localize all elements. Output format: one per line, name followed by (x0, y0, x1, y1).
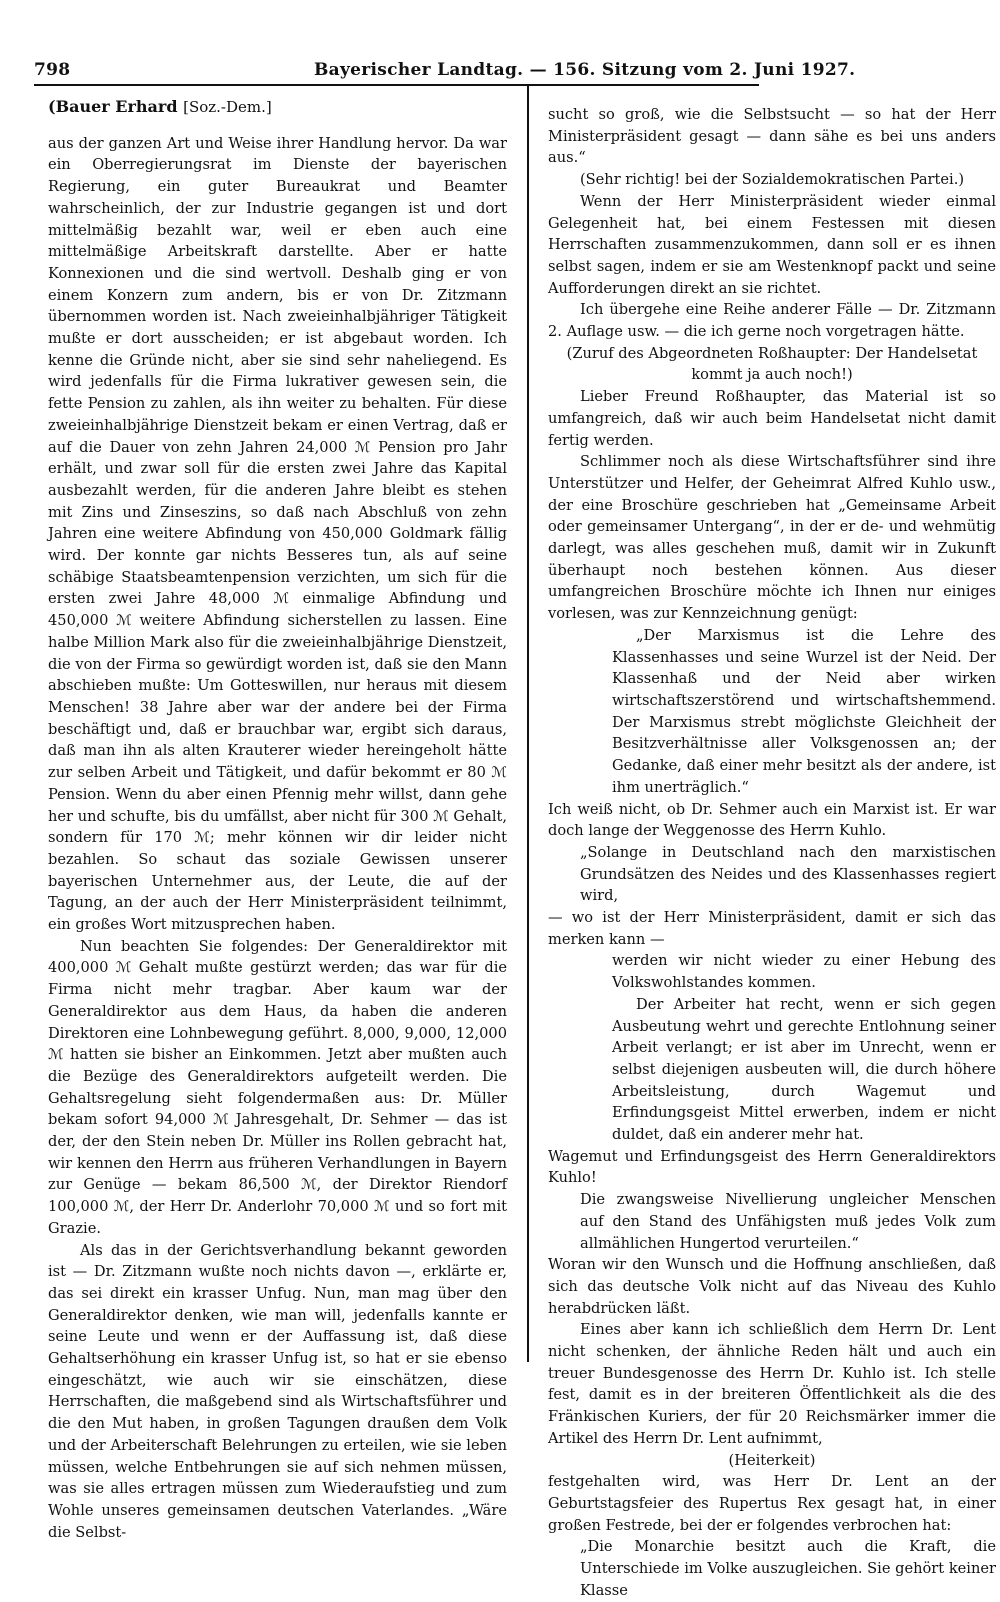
paragraph: Wagemut und Erfindungsgeist des Herrn Generaldirektors Kuhlo! (548, 1147, 996, 1187)
paragraph: Ich weiß nicht, ob Dr. Sehmer auch ein Marxist ist. Er war doch lange der Weggenosse des Herrn Kuhlo. (548, 800, 996, 840)
paragraph: aus der ganzen Art und Weise ihrer Handlung hervor. Da war ein Oberregierungsrat im Dienste der bayerischen Regierung, ein guter Bureaukrat und Beamter wahrscheinlich, der zur Industrie gegangen ist und dort mittelmäßig bezahlt war, weil er eben auch eine mittelmäßige Arbeitskraft darstellte. Aber er hatte Konnexionen und die sind wertvoll. Deshalb ging er von einem Konzern zum andern, bis er von Dr. Zitzmann übernommen worden ist. Nach zweieinhalbjähriger Tätigkeit mußte er dort ausscheiden; er ist abgebaut worden. Ich kenne die Gründe nicht, aber sie sind sehr naheliegend. Es wird jedenfalls für die Firma lukrativer gewesen sein, die fette Pension zu zahlen, als ihn weiter zu behalten. Für diese zweieinhalbjährige Dienstzeit bekam er einen Vertrag, daß er auf die Dauer von zehn Jahren 24,000 ℳ Pension pro Jahr erhält, und zwar soll für die ersten zwei Jahre das Kapital ausbezahlt werden, für die anderen Jahre bleibt es stehen mit Zins und Zinseszins, so daß nach Abschluß von zehn Jahren eine weitere Abfindung von 450,000 Goldmark fällig wird. Der konnte gar nichts Besseres tun, als auf seine schäbige Staatsbeamtenpension verzichten, um sich für die ersten zwei Jahre 48,000 ℳ einmalige Abfindung und 450,000 ℳ weitere Abfindung sicherstellen zu lassen. Eine halbe Million Mark also für die zweieinhalbjährige Dienstzeit, die von der Firma so gewürdigt worden ist, daß sie den Mann abschieben mußte: Um Gotteswillen, nur heraus mit diesem Menschen! 38 Jahre aber war der andere bei der Firma beschäftigt und, daß er brauchbar war, ergibt sich daraus, daß man ihn als alten Krauterer wieder hereingeholt hätte zur selben Arbeit und Tätigkeit, und dafür bekommt er 80 ℳ Pension. Wenn du aber einen Pfennig mehr willst, dann gehe her und schufte, bis du umfällst, aber nicht für 300 ℳ Gehalt, sondern für 170 ℳ; mehr können wir dir leider nicht bezahlen. So schaut das soziale Gewissen unserer bayerischen Unternehmer aus, der Leute, die auf der Tagung, an der auch der Herr Ministerpräsident teilnimmt, ein großes Wort mitzusprechen haben. (48, 134, 507, 934)
block-quote: „Solange in Deutschland nach den marxistischen Grundsätzen des Neides und des Klassenhasses regiert wird, (580, 843, 996, 905)
header-rule (34, 84, 759, 86)
page-header (34, 58, 856, 84)
paragraph: Wenn der Herr Ministerpräsident wieder einmal Gelegenheit hat, bei einem Festessen mit diesen Herrschaften zusammenzukommen, dann soll er es ihnen selbst sagen, indem er sie am Westenknopf packt und seine Aufforderungen direkt an sie richtet. (548, 192, 996, 297)
block-quote: werden wir nicht wieder zu einer Hebung des Volkswohlstandes kommen. (612, 952, 996, 992)
right-column (548, 104, 996, 1602)
running-title: Bayerischer Landtag. — 156. Sitzung vom 2. Juni 1927. (314, 60, 856, 80)
paragraph: Woran wir den Wunsch und die Hoffnung anschließen, daß sich das deutsche Volk nicht auf das Niveau des Kuhlo herabdrücken läßt. (548, 1256, 996, 1317)
block-quote: Die zwangsweise Nivellierung ungleicher Menschen auf den Stand des Unfähigsten muß jedes Volk zum allmählichen Hungertod verurteilen.“ (580, 1191, 996, 1252)
speaker-line (48, 96, 507, 119)
paragraph: Ich übergehe eine Reihe anderer Fälle — Dr. Zitzmann 2. Auflage usw. — die ich gerne noch vorgetragen hätte. (548, 301, 996, 341)
block-quote: „Der Marxismus ist die Lehre des Klassenhasses und seine Wurzel ist der Neid. Der Klassenhaß und der Neid aber wirken wirtschaftszerstörend und wirtschaftshemmend. Der Marxismus strebt möglichste Gleichheit der Besitzverhältnisse aller Volksgenossen an; der Gedanke, daß einer mehr besitzt als der andere, ist ihm unerträglich.“ (612, 626, 996, 796)
left-column (48, 96, 507, 1543)
page-number: 798 (34, 60, 71, 80)
block-quote: Der Arbeiter hat recht, wenn er sich gegen Ausbeutung wehrt und gerechte Entlohnung seiner Arbeit verlangt; er ist aber im Unrecht, wenn er selbst diejenigen ausbeuten will, die durch höhere Arbeitsleistung, durch Wagemut und Erfindungsgeist Mittel erwerben, indem er nicht duldet, daß ein anderer mehr hat. (612, 995, 996, 1144)
speaker-party: [Soz.-Dem.] (183, 98, 272, 116)
interjection: (Sehr richtig! bei der Sozialdemokratischen Partei.) (579, 171, 965, 189)
block-quote: „Die Monarchie besitzt auch die Kraft, die Unterschiede im Volke auszugleichen. Sie gehört keiner Klasse (580, 1538, 996, 1599)
paragraph: sucht so groß, wie die Selbstsucht — so hat der Herr Ministerpräsident gesagt — dann sähe es bei uns anders aus.“ (548, 106, 996, 167)
paragraph: festgehalten wird, was Herr Dr. Lent an der Geburtstagsfeier des Rupertus Rex gesagt hat, in einer großen Festrede, bei der er folgendes verbrochen hat: (548, 1473, 996, 1534)
speaker-name: (Bauer Erhard (48, 97, 178, 116)
paragraph: Nun beachten Sie folgendes: Der Generaldirektor mit 400,000 ℳ Gehalt mußte gestürzt werden; das war für die Firma nicht mehr tragbar. Aber kaum war der Generaldirektor aus dem Haus, da haben die anderen Direktoren eine Lohnbewegung geführt. 8,000, 9,000, 12,000 ℳ hatten sie bisher an Einkommen. Jetzt aber mußten auch die Bezüge des Generaldirektors aufgeteilt werden. Die Gehaltsregelung sieht folgendermaßen aus: Dr. Müller bekam sofort 94,000 ℳ Jahresgehalt, Dr. Sehmer — das ist der, der den Stein neben Dr. Müller ins Rollen gebracht hat, wir kennen den Herrn aus früheren Verhandlungen in Bayern zur Genüge — bekam 86,500 ℳ, der Direktor Riendorf 100,000 ℳ, der Herr Dr. Anderlohr 70,000 ℳ und so fort mit Grazie. (48, 937, 507, 1237)
paragraph: — wo ist der Herr Ministerpräsident, damit er sich das merken kann — (548, 909, 996, 948)
interjection: (Zuruf des Abgeordneten Roßhaupter: Der Handelsetat kommt ja auch noch!) (566, 344, 978, 384)
paragraph: Schlimmer noch als diese Wirtschaftsführer sind ihre Unterstützer und Helfer, der Geheimrat Alfred Kuhlo usw., der eine Broschüre geschrieben hat „Gemeinsame Arbeit oder gemeinsamer Untergang“, in der er de- und wehmütig darlegt, was alles geschehen muß, damit wir in Zukunft überhaupt noch bestehen können. Aus dieser umfangreichen Broschüre möchte ich Ihnen nur einiges vorlesen, was zur Kennzeichnung genügt: (548, 453, 996, 623)
interjection: (Heiterkeit) (728, 1451, 816, 1469)
column-divider (527, 86, 529, 1362)
paragraph: Lieber Freund Roßhaupter, das Material ist so umfangreich, daß wir auch beim Handelsetat nicht damit fertig werden. (548, 388, 996, 449)
paragraph: Eines aber kann ich schließlich dem Herrn Dr. Lent nicht schenken, der ähnliche Reden hält und auch ein treuer Bundesgenosse des Herrn Dr. Kuhlo ist. Ich stelle fest, damit es in der breiteren Öffentlichkeit als die des Fränkischen Kuriers, der für 20 Reichsmärker immer die Artikel des Herrn Dr. Lent aufnimmt, (548, 1321, 996, 1447)
paragraph: Als das in der Gerichtsverhandlung bekannt geworden ist — Dr. Zitzmann wußte noch nichts davon —, erklärte er, das sei direkt ein krasser Unfug. Nun, man mag über den Generaldirektor denken, wie man will, jedenfalls kannte er seine Leute und wenn er der Auffassung ist, daß diese Gehaltserhöhung ein krasser Unfug ist, so hat er sie ebenso eingeschätzt, wie auch wir sie einschätzen, diese Herrschaften, die maßgebend sind als Wirtschaftsführer und die den Mut haben, in großen Tagungen draußen dem Volk und der Arbeiterschaft Belehrungen zu erteilen, wie sie leben müssen, welche Entbehrungen sie auf sich nehmen müssen, was sie alles ertragen müssen zum Wiederaufstieg und zum Wohle unseres gemeinsamen deutschen Vaterlandes. „Wäre die Selbst- (48, 1241, 507, 1541)
